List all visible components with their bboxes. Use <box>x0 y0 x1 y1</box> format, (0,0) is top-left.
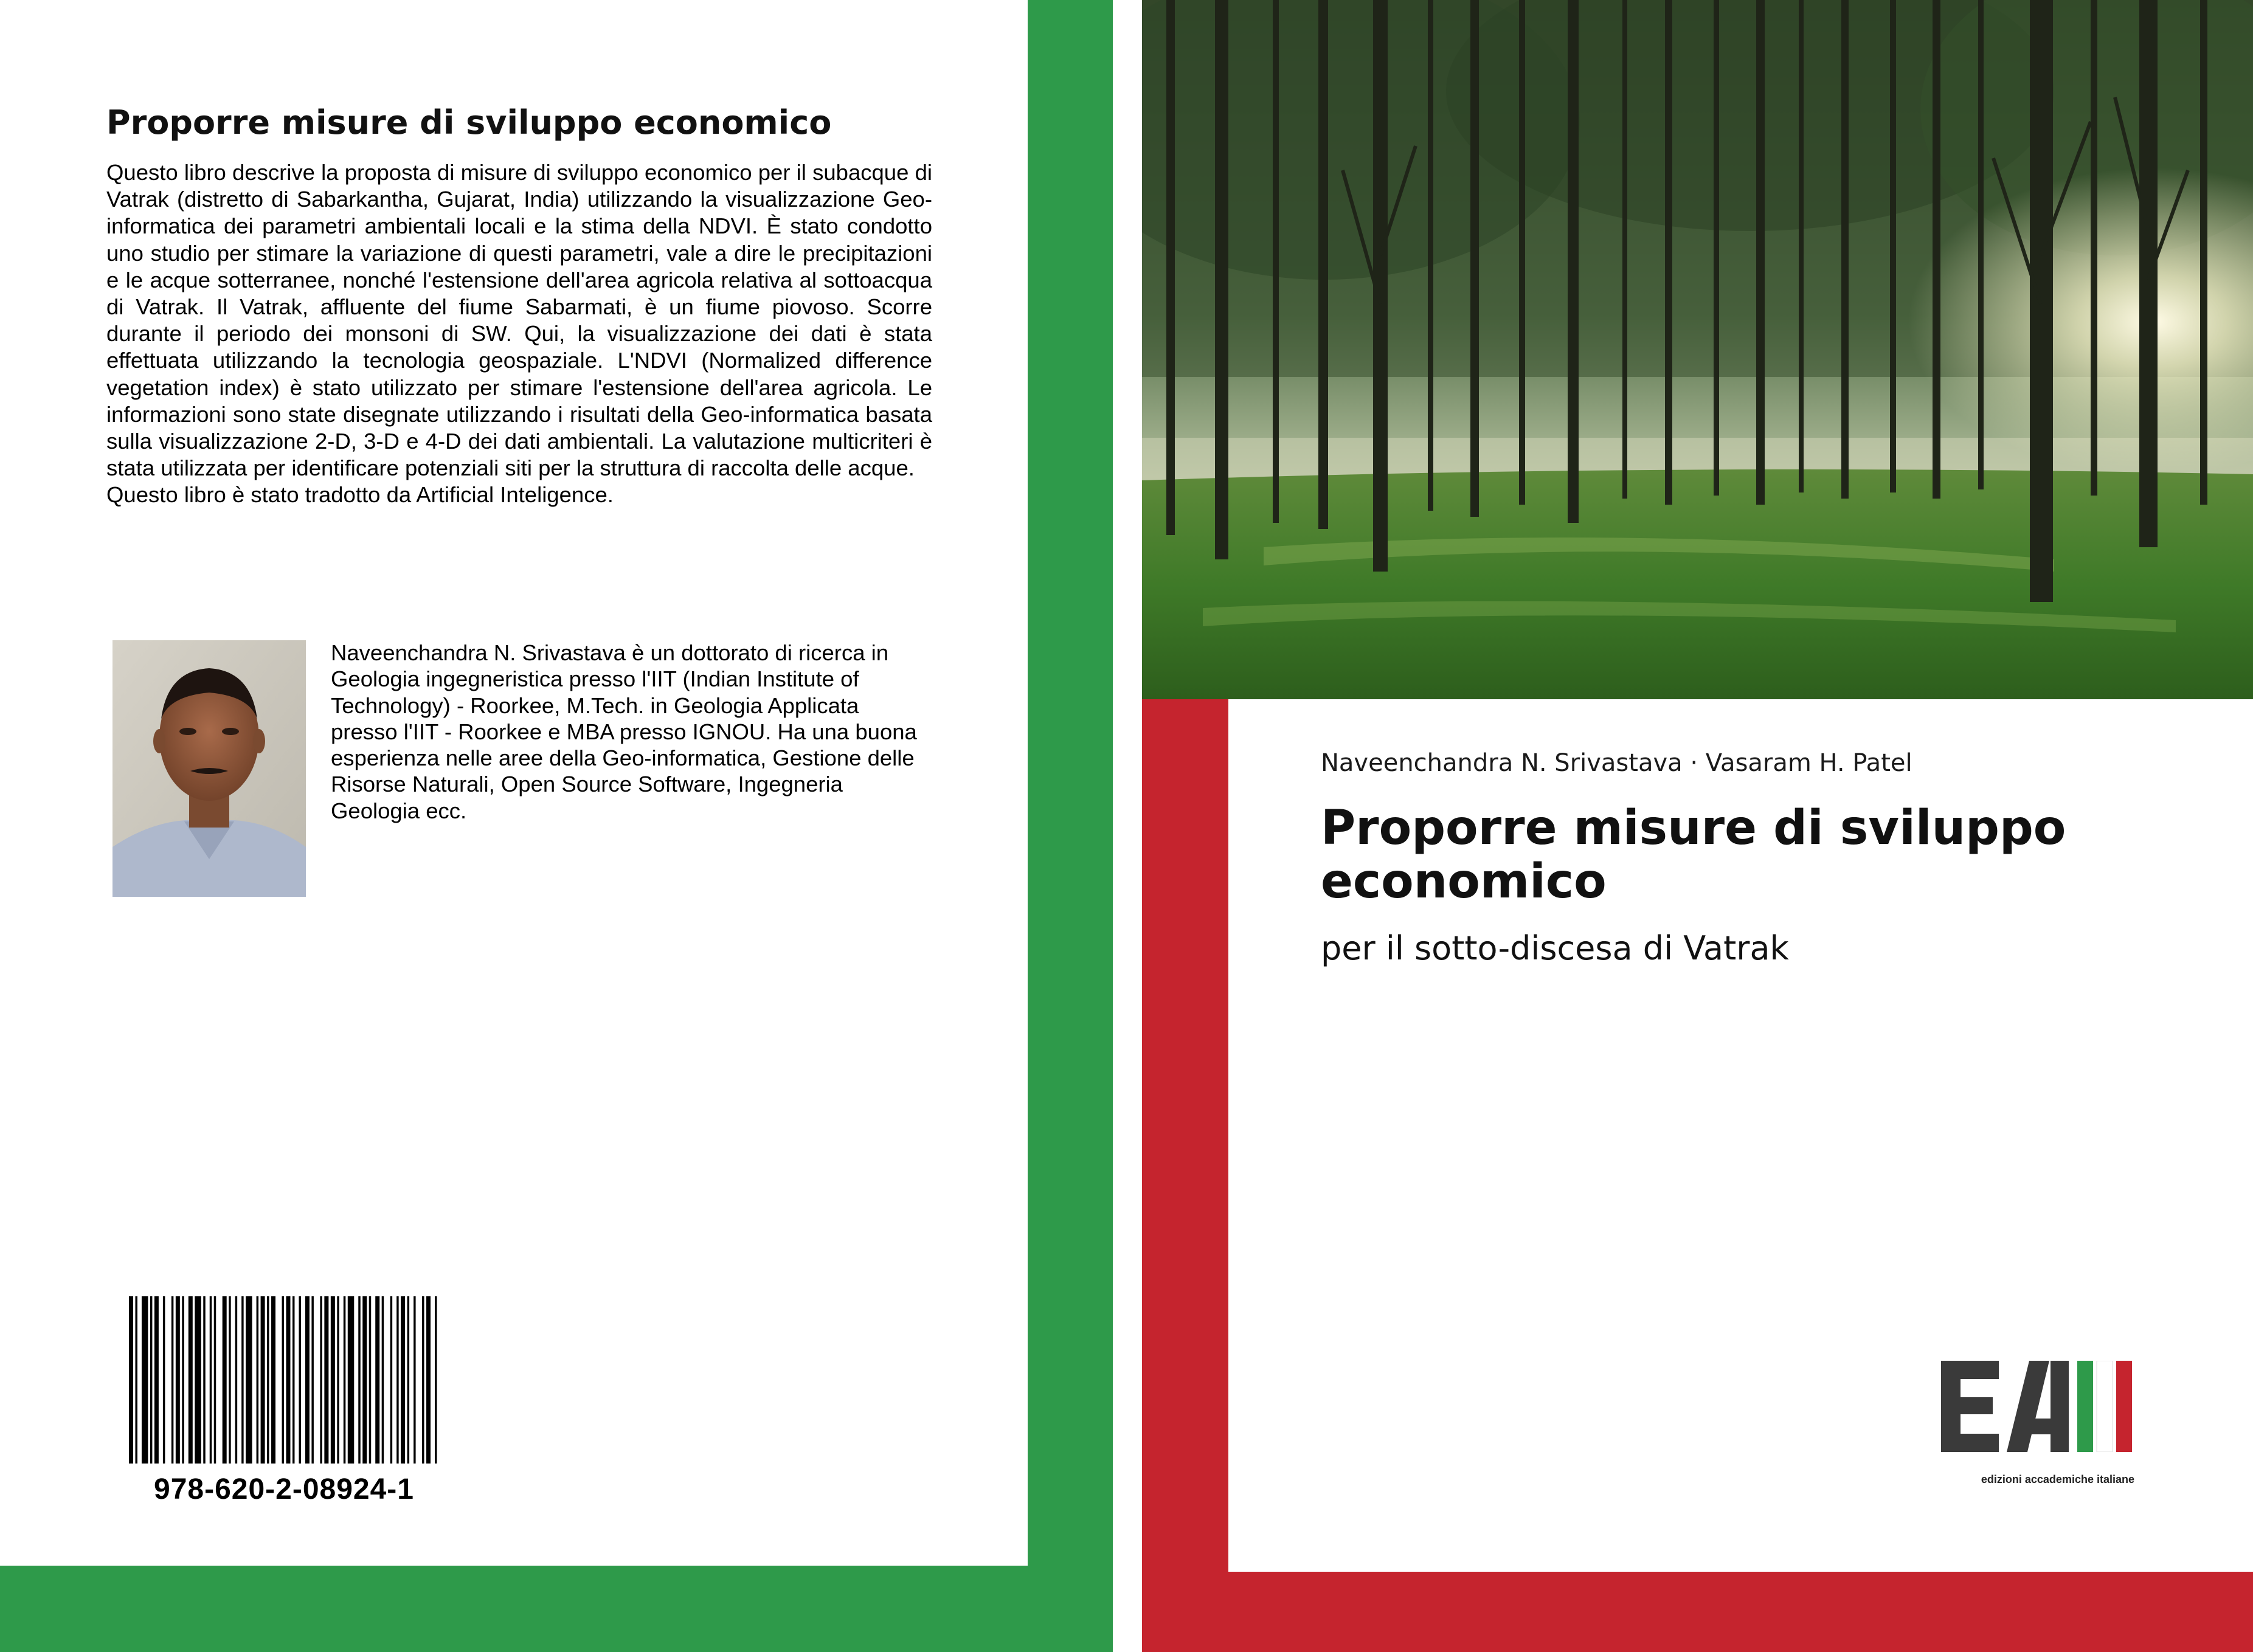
back-cover-green-band-vertical <box>1028 0 1113 1652</box>
translation-note: Questo libro è stato tradotto da Artificial Inteligence. <box>106 482 614 508</box>
isbn-number: 978-620-2-08924-1 <box>154 1473 414 1505</box>
back-cover-title: Proporre misure di sviluppo economico <box>106 103 832 142</box>
author-photo <box>112 640 306 897</box>
front-cover-title: Proporre misure di sviluppo economico <box>1321 801 2066 909</box>
description-text: Questo libro descrive la proposta di misure di sviluppo economico per il subacque di Vatrak (distretto di Sabarkantha, Gujarat, India) utilizzando la visualizzazione Geo-informatica dei parametri ambientali locali e la stima della NDVI. È stato condotto uno studio per stimare la variazione di questi parametri, vale a dire le precipitazioni e le acque sotterranee, nonché l'estensione dell'area agricola relativa al sottoacqua di Vatrak. Il Vatrak, affluente del fiume Sabarmati, è un fiume piovoso. Scorre durante il periodo dei monsoni di SW. Qui, la visualizzazione dei dati è stata effettuata utilizzando la tecnologia geospaziale. L'NDVI (Normalized difference vegetation index) è stato utilizzato per stimare l'estensione dell'area agricola. Le informazioni sono state disegnate utilizzando i risultati della Geo-informatica basata sulla visualizzazione 2-D, 3-D e 4-D dei dati ambientali. La valutazione multicriteri è stata utilizzata per identificare potenziali siti per la struttura di raccolta delle acque. <box>106 160 932 481</box>
spine-gap <box>1113 0 1142 1652</box>
front-cover-red-band-horizontal <box>1142 1572 2253 1652</box>
publisher-name: edizioni accademiche italiane <box>1981 1473 2134 1485</box>
front-cover-authors: Naveenchandra N. Srivastava · Vasaram H. Patel <box>1321 749 1912 777</box>
front-cover-red-band-vertical <box>1142 699 1228 1652</box>
back-cover-green-band-horizontal <box>0 1566 1113 1652</box>
author-bio: Naveenchandra N. Srivastava è un dottorato di ricerca in Geologia ingegneristica presso l'IIT (Indian Institute of Technology) - Roorkee, M.Tech. in Geologia Applicata presso l'IIT - Roorkee e MBA presso IGNOU. Ha una buona esperienza nelle aree della Geo-informatica, Gestione delle Risorse Naturali, Open Source Software, Ingegneria Geologia ecc. <box>331 640 917 823</box>
eai-logo-icon <box>1941 1361 2136 1452</box>
forest-cover-image <box>1142 0 2253 699</box>
barcode-icon <box>129 1296 439 1464</box>
back-cover-description <box>106 159 932 509</box>
front-cover-subtitle: per il sotto-discesa di Vatrak <box>1321 929 1789 967</box>
